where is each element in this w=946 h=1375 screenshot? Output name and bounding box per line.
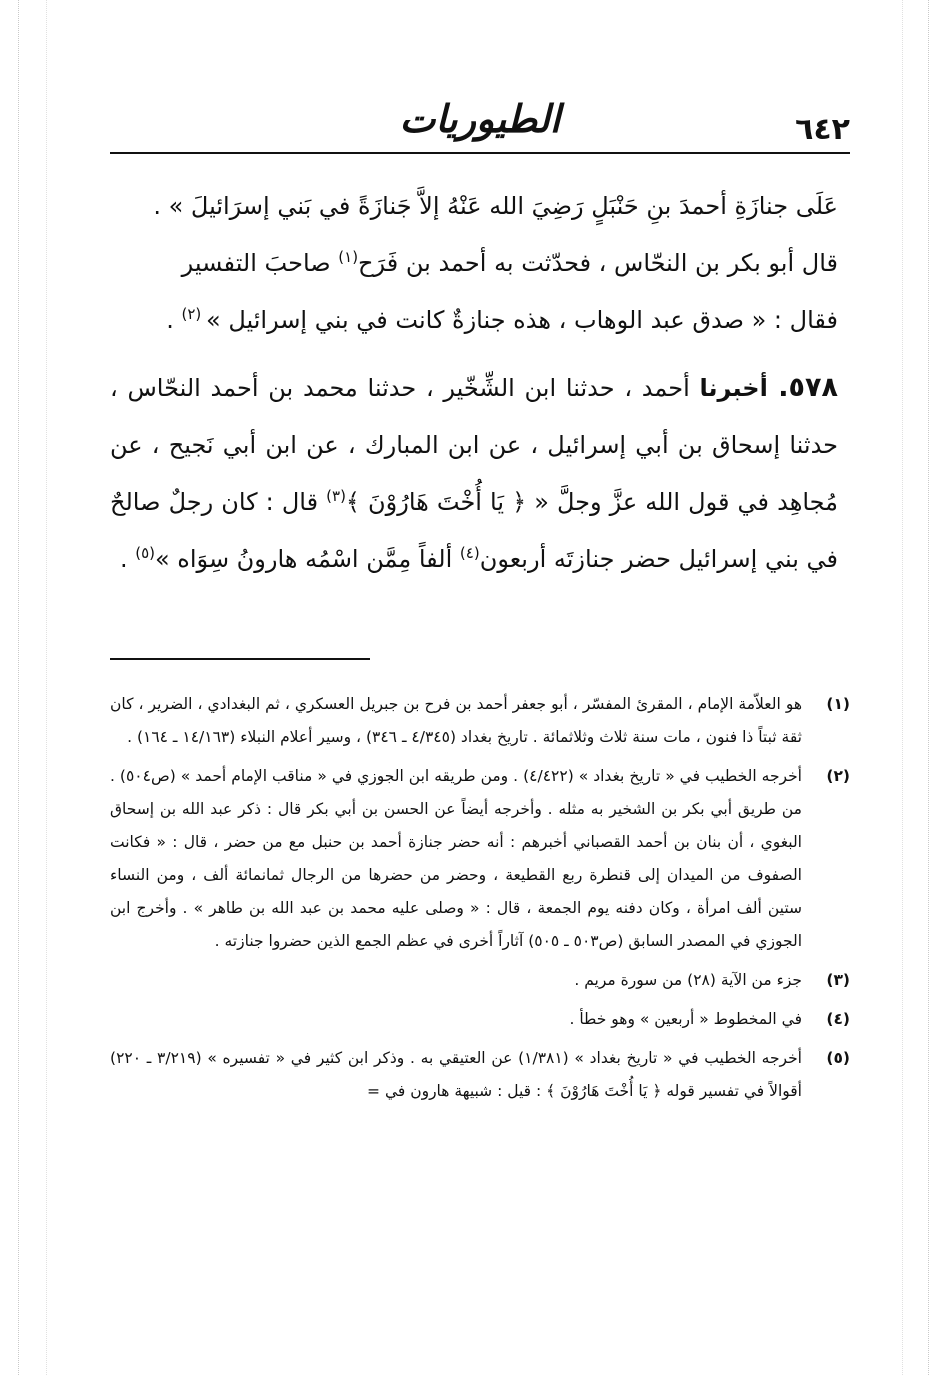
footnote-ref[interactable]: (٣) [326,487,346,505]
footnote-ref[interactable]: (١) [338,248,359,266]
text-fragment: . [166,306,182,334]
scan-margin-right [928,0,929,1375]
running-title: الطيوريات [399,96,561,141]
footnote-text: أخرجه الخطيب في « تاريخ بغداد » (١/٣٨١) عن العتيقي به . وذكر ابن كثير في « تفسيره » (٣/٢١٩ ـ ٢٢٠) أقوالاً في تفسير قوله ﴿ يَا أُخْتَ هَارُوْنَ ﴾ : قيل : شبيهة هارون في = [110,1049,802,1100]
text-fragment: فقال : « صدق عبد الوهاب ، هذه جنازةٌ كانت في بني إسرائيل » [206,306,838,334]
hadith-lead-word: أخبرنا [699,374,779,402]
footnote-text: أخرجه الخطيب في « تاريخ بغداد » (٤/٤٢٢) . ومن طريقه ابن الجوزي في « مناقب الإمام أحمد » (ص٥٠٤) . من طريق أبي بكر بن الشخير به مثله . وأخرجه أيضاً عن الحسن بن أبي بكر قال : ذكر عبد الله بن إسحاق البغوي ، أن بنان بن أحمد القصباني أخبرهم : أنه حضر جنازة أحمد بن حنبل مع من حضر ، قال : « فكانت الصفوف من الميدان إلى قنطرة ربع القطيعة ، وحضر من حضرها من الرجال ثمانمائة ألف ، ومن النساء ستين ألف امرأة ، وكان دفنه يوم الجمعة ، قال : « وصلى عليه محمد بن عبد الله بن طاهر » . وأخرج ابن الجوزي في المصدر السابق (ص٥٠٣ ـ ٥٠٥) آثاراً أخرى في عظم الجمع الذين حضروا جنازته . [110,767,802,950]
scan-margin-right-inner [902,0,903,1375]
footnote-ref[interactable]: (٤) [459,544,480,562]
hadith-number: ٥٧٨. [778,372,838,403]
text-line [110,292,838,349]
scan-margin-left-inner [46,0,47,1375]
footnote-ref[interactable]: (٢) [181,305,206,323]
footnote [110,760,850,958]
footnote-mark: (١) [826,695,850,713]
text-line [110,178,838,235]
footnote [110,688,850,754]
footnote-separator [110,658,370,660]
footnote-mark: (٥) [826,1049,850,1067]
footnote-text: في المخطوط « أربعين » وهو خطأ . [569,1010,802,1028]
text-fragment: صاحبَ التفسير [181,249,339,277]
text-fragment: قال : كان رجلٌ صالحٌ في بني إسرائيل حضر جنازتَه أربعون [110,488,838,573]
footnotes [110,688,850,1114]
text-fragment: . [119,545,136,573]
text-line [110,235,838,292]
footnote-text: جزء من الآية (٢٨) من سورة مريم . [574,971,802,989]
footnote-ref[interactable]: (٥) [135,544,155,562]
book-page [110,90,850,1350]
text-fragment: ألفاً مِمَّن اسْمُه هارونُ سِوَاه » [154,545,460,573]
footnote-mark: (٢) [826,767,850,785]
footnote [110,1003,850,1036]
text-fragment: قال أبو بكر بن النحّاس ، فحدّثت به أحمد بن فَرَح [358,249,838,277]
scan-margin-left [18,0,19,1375]
text-fragment: عَلَى جنازَةِ أحمدَ بنِ حَنْبَلٍ رَضِيَ الله عَنْهُ إلاَّ جَنازَةً في بَني إسرَائيلَ » . [153,192,838,220]
footnote [110,964,850,997]
footnote-mark: (٣) [826,971,850,989]
page-number: ٦٤٢ [795,112,850,147]
main-text [110,178,838,588]
hadith-paragraph [110,359,838,588]
footnote [110,1042,850,1108]
footnote-text: هو العلاّمة الإمام ، المقرئ المفسّر ، أبو جعفر أحمد بن فرح بن جبريل العسكري ، ثم البغدادي ، الضرير ، كان ثقة ثبتاً ذا فنون ، مات سنة ثلاث وثلاثمائة . تاريخ بغداد (٤/٣٤٥ ـ ٣٤٦) ، وسير أعلام النبلاء (١٤/١٦٣ ـ ١٦٤) . [110,695,802,746]
footnote-mark: (٤) [826,1010,850,1028]
page-header [110,90,850,154]
text-fragment: أحمد ، حدثنا ابن الشِّخّير ، حدثنا محمد بن أحمد النحّاس ، حدثنا إسحاق بن أبي إسرائيل ، عن ابن المبارك ، عن ابن أبي نَجيح ، عن مُجاهِد في قول الله عزَّ وجلَّ « ﴿ يَا أُخْتَ هَارُوْنَ ﴾ [110,374,839,516]
